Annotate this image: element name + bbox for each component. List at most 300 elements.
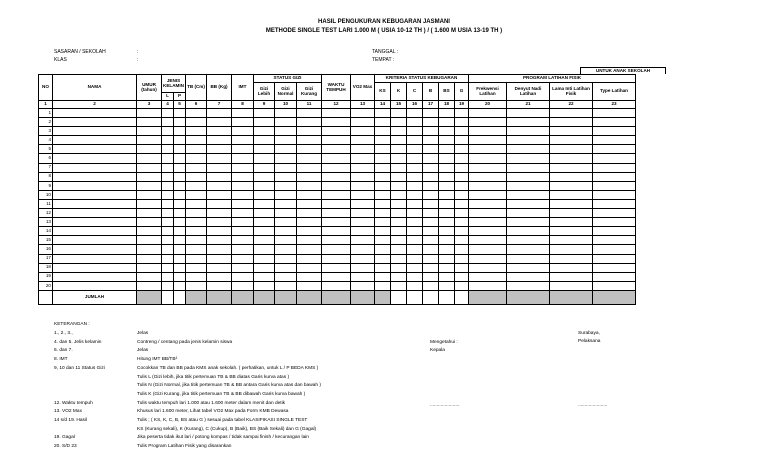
table-cell <box>207 154 232 163</box>
keterangan-item-text: Tulis N (Gizi Normal, jika titik pertemuan TB & BB antara Garis kurva atas dan bawah ) <box>137 383 321 389</box>
table-cell <box>162 272 174 281</box>
row-number: 14 <box>39 227 53 236</box>
table-cell <box>439 209 455 218</box>
table-cell <box>423 136 439 145</box>
row-number: 2 <box>39 118 53 127</box>
header-no: NO <box>39 75 53 101</box>
table-cell <box>297 245 322 254</box>
table-cell <box>232 172 254 181</box>
table-cell <box>174 136 186 145</box>
column-number: 13 <box>351 101 375 109</box>
row-number: 10 <box>39 190 53 199</box>
row-number: 17 <box>39 254 53 263</box>
jumlah-cell <box>254 290 275 304</box>
table-cell <box>137 236 162 245</box>
table-cell <box>507 127 550 136</box>
header-b: B <box>423 83 439 101</box>
table-cell <box>275 190 297 199</box>
jumlah-row <box>39 290 636 304</box>
column-number: 3 <box>137 101 162 109</box>
table-cell <box>469 118 507 127</box>
table-cell <box>53 209 137 218</box>
table-row <box>39 281 636 290</box>
table-cell <box>507 118 550 127</box>
table-cell <box>174 163 186 172</box>
table-cell <box>507 172 550 181</box>
table-cell <box>297 163 322 172</box>
jumlah-cell <box>297 290 322 304</box>
table-cell <box>407 145 423 154</box>
table-cell <box>550 263 593 272</box>
table-cell <box>275 199 297 208</box>
table-cell <box>137 199 162 208</box>
header-gizi-kurang: Gizi Kurang <box>297 83 322 101</box>
jumlah-cell <box>137 290 162 304</box>
table-cell <box>423 145 439 154</box>
table-cell <box>455 163 469 172</box>
table-cell <box>351 236 375 245</box>
table-cell <box>297 281 322 290</box>
table-cell <box>174 254 186 263</box>
table-cell <box>351 145 375 154</box>
column-number-row <box>39 101 636 109</box>
table-cell <box>137 109 162 118</box>
table-cell <box>297 190 322 199</box>
table-cell <box>162 127 174 136</box>
table-cell <box>322 118 351 127</box>
table-cell <box>469 218 507 227</box>
table-cell <box>207 218 232 227</box>
row-number: 6 <box>39 154 53 163</box>
table-cell <box>375 245 391 254</box>
table-cell <box>469 272 507 281</box>
header-lama: Lama Inti Latihan Fisik <box>550 83 593 101</box>
table-cell <box>375 181 391 190</box>
table-cell <box>322 154 351 163</box>
table-cell <box>162 163 174 172</box>
table-cell <box>275 109 297 118</box>
table-cell <box>275 136 297 145</box>
table-cell <box>439 109 455 118</box>
table-cell <box>186 218 207 227</box>
jumlah-cell <box>391 290 407 304</box>
keterangan-item-text: Contreng / centang pada jenis kelamin siswa <box>137 339 233 345</box>
table-cell <box>232 281 254 290</box>
table-cell <box>186 190 207 199</box>
table-cell <box>186 227 207 236</box>
table-cell <box>275 236 297 245</box>
table-cell <box>53 163 137 172</box>
table-cell <box>137 281 162 290</box>
table-cell <box>351 190 375 199</box>
keterangan-item-text: Khusus lari 1.600 meter, Lihat tabel VO2 Max pada Form KMB Dewasa <box>137 409 289 415</box>
table-cell <box>469 254 507 263</box>
table-cell <box>137 127 162 136</box>
table-cell <box>254 118 275 127</box>
column-number: 9 <box>254 101 275 109</box>
table-row <box>39 263 636 272</box>
table-cell <box>507 218 550 227</box>
table-cell <box>439 127 455 136</box>
table-cell <box>297 218 322 227</box>
table-cell <box>186 209 207 218</box>
table-cell <box>351 263 375 272</box>
jumlah-cell <box>593 290 636 304</box>
table-row <box>39 209 636 218</box>
table-cell <box>407 127 423 136</box>
table-cell <box>186 236 207 245</box>
table-cell <box>186 281 207 290</box>
column-number: 21 <box>507 101 550 109</box>
table-cell <box>550 136 593 145</box>
table-cell <box>550 163 593 172</box>
table-cell <box>275 227 297 236</box>
table-cell <box>162 236 174 245</box>
table-cell <box>275 209 297 218</box>
table-cell <box>297 263 322 272</box>
row-number: 13 <box>39 218 53 227</box>
table-cell <box>550 281 593 290</box>
table-cell <box>207 263 232 272</box>
table-cell <box>174 154 186 163</box>
table-cell <box>297 209 322 218</box>
header-nama: NAMA <box>53 75 137 101</box>
column-number: 15 <box>391 101 407 109</box>
table-cell <box>162 227 174 236</box>
table-cell <box>297 109 322 118</box>
table-cell <box>186 272 207 281</box>
table-cell <box>439 154 455 163</box>
signature-dots-left: ...................... <box>430 403 460 408</box>
table-row <box>39 254 636 263</box>
table-cell <box>297 172 322 181</box>
table-cell <box>507 236 550 245</box>
table-cell <box>593 118 636 127</box>
table-cell <box>375 227 391 236</box>
table-cell <box>162 209 174 218</box>
row-number: 4 <box>39 136 53 145</box>
table-cell <box>375 145 391 154</box>
pelaksana-label: Pelaksana <box>578 339 601 344</box>
table-cell <box>351 118 375 127</box>
table-cell <box>455 154 469 163</box>
table-cell <box>439 190 455 199</box>
table-cell <box>391 263 407 272</box>
keterangan-item-text: Tulis L (Gizi lebih, jika titik pertemuan TB & BB diatas Garis kurva atas ) <box>137 374 290 380</box>
table-cell <box>174 145 186 154</box>
table-cell <box>137 136 162 145</box>
table-cell <box>351 199 375 208</box>
table-cell <box>455 281 469 290</box>
table-cell <box>232 254 254 263</box>
table-cell <box>53 118 137 127</box>
table-cell <box>469 127 507 136</box>
jumlah-cell <box>162 290 174 304</box>
header-frekwensi: Frekwensi Latihan <box>469 83 507 101</box>
jumlah-cell <box>439 290 455 304</box>
jumlah-cell <box>275 290 297 304</box>
table-cell <box>351 109 375 118</box>
table-cell <box>186 118 207 127</box>
table-cell <box>322 136 351 145</box>
table-cell <box>593 263 636 272</box>
table-cell <box>439 172 455 181</box>
table-cell <box>391 190 407 199</box>
column-number: 22 <box>550 101 593 109</box>
table-cell <box>375 136 391 145</box>
table-cell <box>375 109 391 118</box>
column-number: 6 <box>186 101 207 109</box>
table-row <box>39 145 636 154</box>
table-cell <box>207 281 232 290</box>
table-cell <box>275 245 297 254</box>
table-cell <box>297 145 322 154</box>
table-cell <box>275 118 297 127</box>
table-cell <box>439 263 455 272</box>
table-row <box>39 218 636 227</box>
table-cell <box>351 154 375 163</box>
keterangan-item-label: 20. S/D 23 <box>54 444 77 450</box>
table-cell <box>186 172 207 181</box>
table-cell <box>423 199 439 208</box>
table-cell <box>391 172 407 181</box>
table-cell <box>507 245 550 254</box>
table-cell <box>391 145 407 154</box>
table-cell <box>407 199 423 208</box>
keterangan-item-label: 19. Gagal <box>54 435 75 441</box>
column-number: 2 <box>53 101 137 109</box>
table-cell <box>297 272 322 281</box>
table-cell <box>297 127 322 136</box>
table-cell <box>232 118 254 127</box>
table-cell <box>162 245 174 254</box>
table-cell <box>455 190 469 199</box>
table-cell <box>322 127 351 136</box>
table-cell <box>423 181 439 190</box>
kelas-label: KLAS <box>54 57 67 63</box>
header-gizi-lebih: Gizi Lebih <box>254 83 275 101</box>
table-cell <box>593 172 636 181</box>
table-cell <box>439 236 455 245</box>
tanggal-label: TANGGAL : <box>372 49 399 55</box>
column-number: 4 <box>162 101 174 109</box>
table-cell <box>455 199 469 208</box>
table-cell <box>207 236 232 245</box>
table-cell <box>593 199 636 208</box>
table-cell <box>207 209 232 218</box>
table-cell <box>232 263 254 272</box>
table-cell <box>469 263 507 272</box>
table-cell <box>232 190 254 199</box>
table-cell <box>275 254 297 263</box>
header-waktu-tempuh: WAKTU TEMPUH <box>322 75 351 101</box>
table-cell <box>391 163 407 172</box>
table-cell <box>423 109 439 118</box>
table-cell <box>254 227 275 236</box>
table-cell <box>469 236 507 245</box>
row-number: 15 <box>39 236 53 245</box>
table-cell <box>423 272 439 281</box>
table-cell <box>550 236 593 245</box>
table-cell <box>254 136 275 145</box>
table-cell <box>232 127 254 136</box>
row-number: 16 <box>39 245 53 254</box>
table-cell <box>53 263 137 272</box>
table-cell <box>162 145 174 154</box>
signature-dots-right: ...................... <box>578 403 608 408</box>
header-denyut: Denyut Nadi Latihan <box>507 83 550 101</box>
table-cell <box>207 227 232 236</box>
table-cell <box>423 236 439 245</box>
table-cell <box>232 136 254 145</box>
table-cell <box>351 172 375 181</box>
table-cell <box>423 127 439 136</box>
tempat-label: TEMPAT : <box>372 57 395 63</box>
keterangan-item-label: 9, 10 dan 11 Status Gizi <box>54 365 105 371</box>
table-cell <box>53 127 137 136</box>
table-cell <box>469 163 507 172</box>
table-cell <box>322 263 351 272</box>
table-cell <box>232 227 254 236</box>
table-cell <box>455 272 469 281</box>
table-cell <box>297 154 322 163</box>
table-row <box>39 181 636 190</box>
table-cell <box>439 199 455 208</box>
table-cell <box>407 172 423 181</box>
table-cell <box>351 218 375 227</box>
keterangan-item-label: 12. Waktu tempuh <box>54 400 93 406</box>
header-p: P <box>174 93 186 101</box>
table-cell <box>322 236 351 245</box>
table-row <box>39 136 636 145</box>
table-cell <box>322 109 351 118</box>
table-cell <box>254 181 275 190</box>
table-cell <box>391 181 407 190</box>
table-cell <box>469 281 507 290</box>
table-cell <box>439 227 455 236</box>
table-cell <box>207 127 232 136</box>
table-cell <box>375 154 391 163</box>
table-cell <box>53 245 137 254</box>
table-cell <box>53 181 137 190</box>
table-cell <box>232 109 254 118</box>
table-cell <box>351 227 375 236</box>
table-cell <box>162 154 174 163</box>
table-cell <box>322 227 351 236</box>
table-cell <box>439 254 455 263</box>
header-g: G <box>455 83 469 101</box>
table-cell <box>550 118 593 127</box>
table-cell <box>407 218 423 227</box>
mengetahui-label: Mengetahui : <box>430 340 458 345</box>
table-cell <box>207 181 232 190</box>
table-cell <box>186 109 207 118</box>
table-cell <box>423 172 439 181</box>
table-cell <box>469 209 507 218</box>
table-cell <box>322 209 351 218</box>
table-cell <box>593 254 636 263</box>
jumlah-cell <box>186 290 207 304</box>
table-cell <box>593 272 636 281</box>
table-cell <box>53 199 137 208</box>
table-cell <box>174 263 186 272</box>
table-cell <box>455 181 469 190</box>
jumlah-label: JUMLAH <box>53 290 137 304</box>
table-cell <box>137 209 162 218</box>
table-cell <box>593 145 636 154</box>
table-cell <box>423 118 439 127</box>
table-cell <box>254 218 275 227</box>
table-cell <box>507 209 550 218</box>
keterangan-item-label: 13. VO2 Max <box>54 409 82 415</box>
header-k: K <box>391 83 407 101</box>
table-cell <box>507 190 550 199</box>
table-cell <box>322 281 351 290</box>
jumlah-cell <box>322 290 351 304</box>
table-cell <box>423 209 439 218</box>
column-number: 14 <box>375 101 391 109</box>
table-cell <box>137 254 162 263</box>
table-cell <box>322 145 351 154</box>
header-imt: IMT <box>232 75 254 101</box>
table-cell <box>174 209 186 218</box>
keterangan-item-text: Hitung IMT BB/TB² <box>137 357 178 363</box>
table-cell <box>391 245 407 254</box>
jumlah-cell <box>232 290 254 304</box>
table-cell <box>391 127 407 136</box>
table-cell <box>507 263 550 272</box>
table-cell <box>593 227 636 236</box>
header-status-gizi: STATUS GIZI <box>254 75 322 83</box>
table-cell <box>137 263 162 272</box>
table-cell <box>391 227 407 236</box>
table-row <box>39 199 636 208</box>
table-cell <box>407 163 423 172</box>
row-number: 7 <box>39 163 53 172</box>
header-program: PROGRAM LATIHAN FISIK <box>469 75 636 83</box>
row-number: 18 <box>39 263 53 272</box>
table-cell <box>439 245 455 254</box>
table-cell <box>53 154 137 163</box>
row-number: 11 <box>39 199 53 208</box>
table-cell <box>275 263 297 272</box>
jumlah-cell <box>469 290 507 304</box>
table-cell <box>439 272 455 281</box>
keterangan-item-text: KS (Kurang sekali), K (Kurang), C (Cukup), B (Baik), BS (Baik Sekali) dan G (Gagal) <box>137 426 317 432</box>
table-cell <box>207 254 232 263</box>
table-cell <box>186 181 207 190</box>
table-cell <box>254 236 275 245</box>
table-cell <box>137 172 162 181</box>
table-cell <box>407 181 423 190</box>
keterangan-item-text: Jika peserta tidak ikut lari / potong kompas / tidak sampai finish / kecurangan lain <box>137 435 309 441</box>
table-cell <box>53 190 137 199</box>
column-number: 17 <box>423 101 439 109</box>
row-number: 19 <box>39 272 53 281</box>
kepala-label: Kepala <box>430 348 445 353</box>
sasaran-colon: : <box>137 49 139 55</box>
table-cell <box>351 136 375 145</box>
table-cell <box>593 281 636 290</box>
table-cell <box>391 218 407 227</box>
table-cell <box>275 281 297 290</box>
table-cell <box>375 236 391 245</box>
table-row <box>39 109 636 118</box>
table-cell <box>550 109 593 118</box>
table-cell <box>469 154 507 163</box>
table-cell <box>53 236 137 245</box>
keterangan-item-text: Cocokkan TB dan BB pada KMS anak sekolah. ( perhatikan, untuk L / P BEDA KMS ) <box>137 365 319 371</box>
